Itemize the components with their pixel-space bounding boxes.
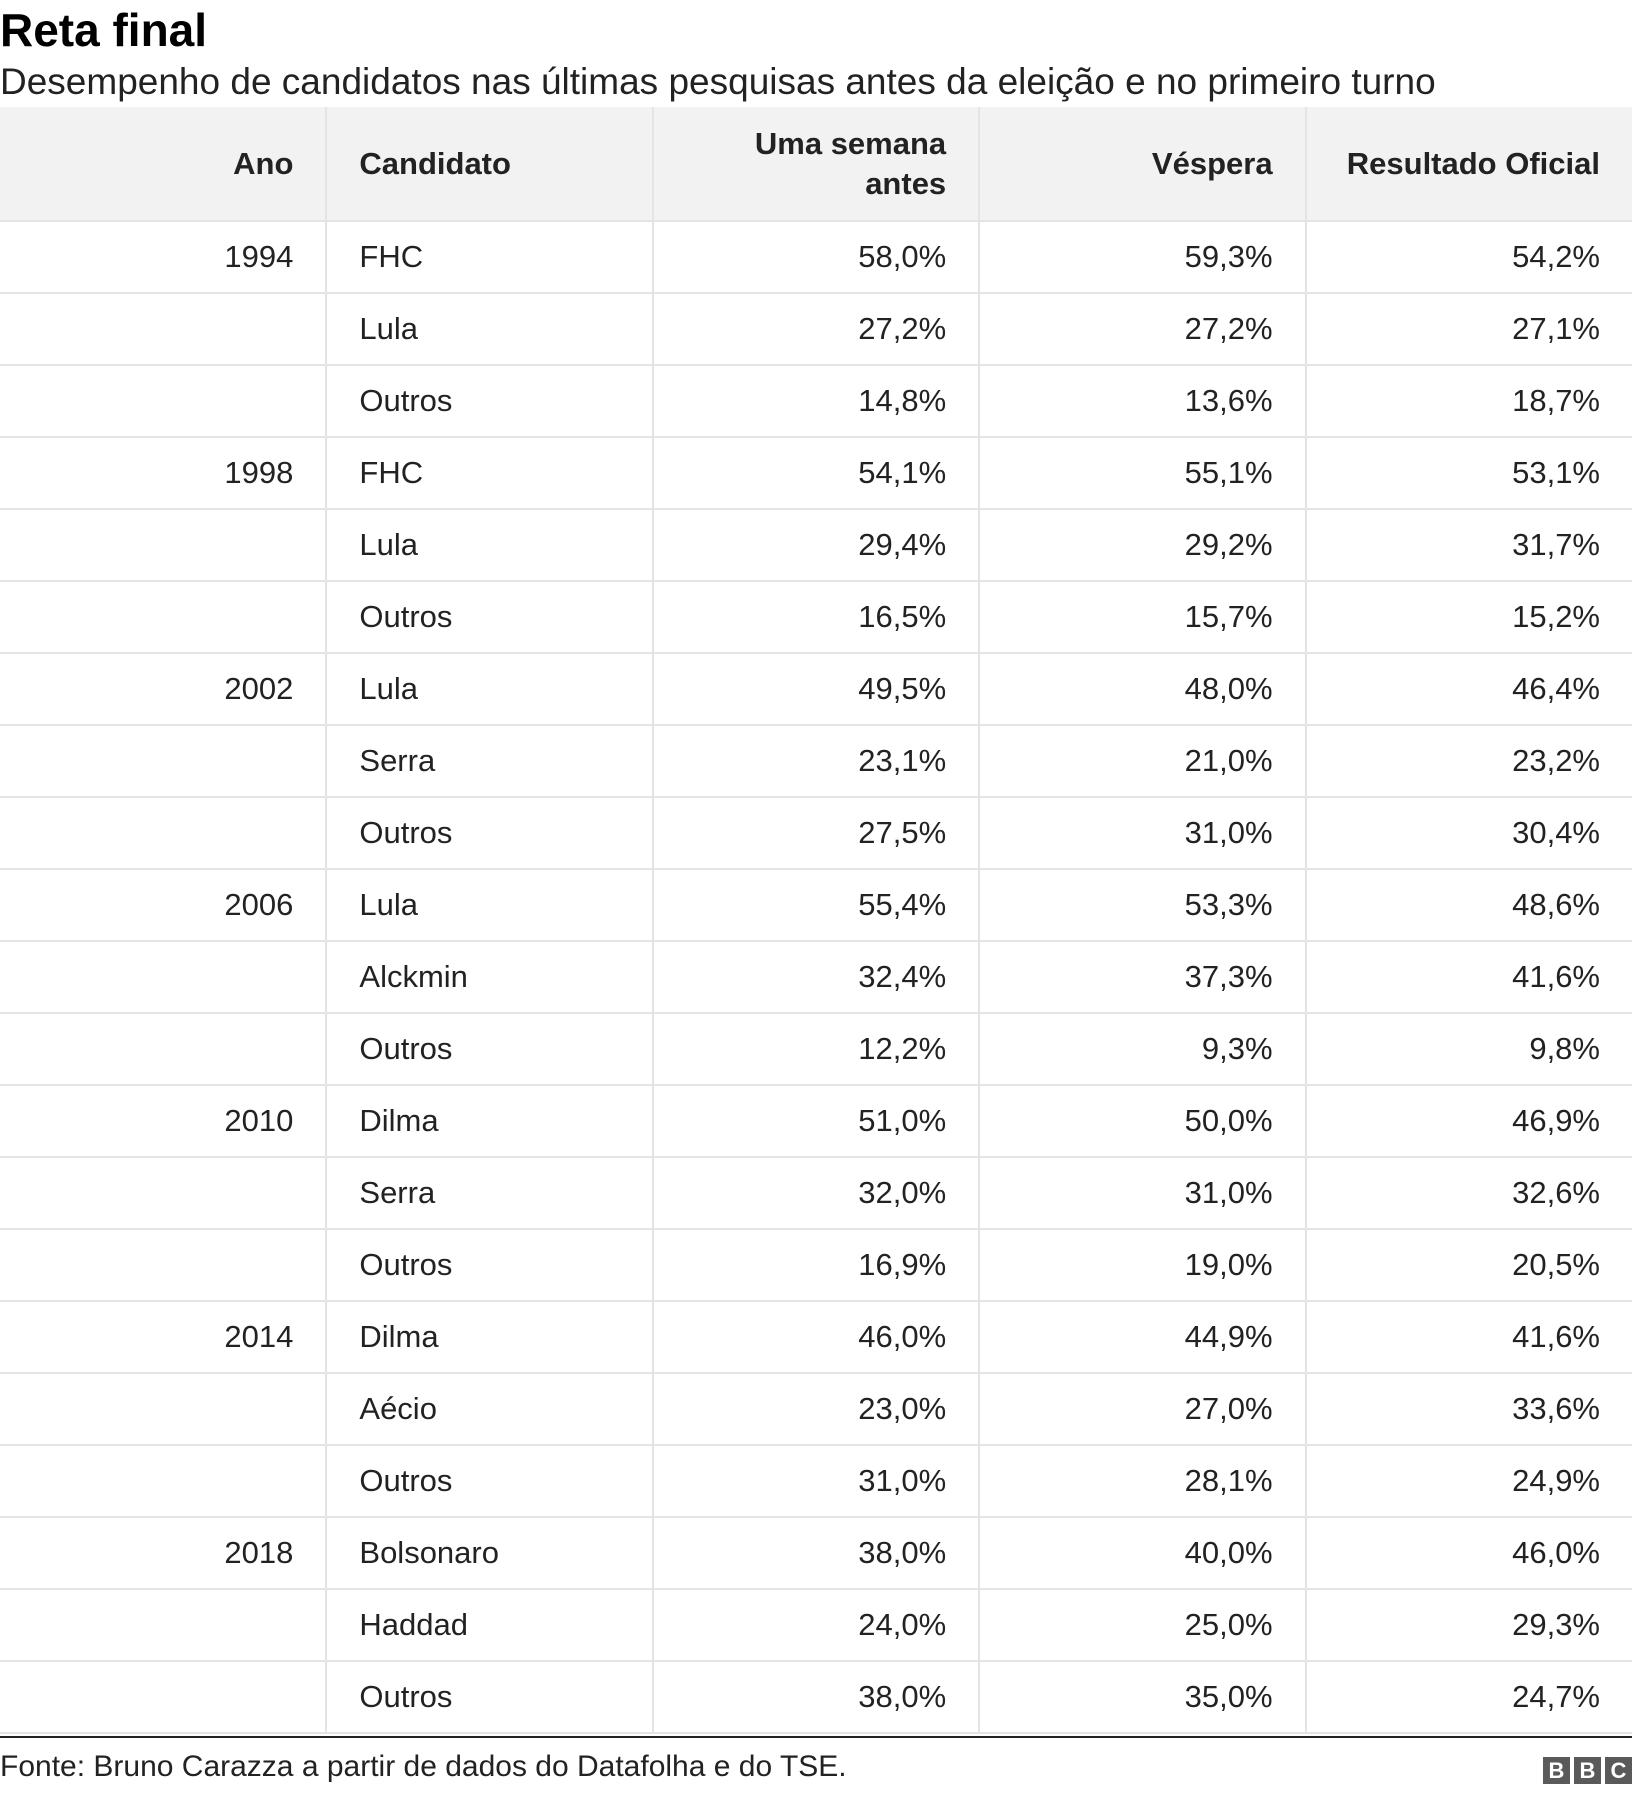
cell-vespera: 53,3%	[979, 869, 1305, 941]
cell-ano: 1998	[0, 437, 326, 509]
cell-resultado-oficial: 33,6%	[1306, 1373, 1632, 1445]
cell-candidato: Outros	[326, 1229, 652, 1301]
cell-uma-semana-antes: 27,2%	[653, 293, 979, 365]
results-table	[0, 107, 1632, 1734]
cell-vespera: 19,0%	[979, 1229, 1305, 1301]
cell-ano	[0, 1589, 326, 1661]
cell-resultado-oficial: 46,4%	[1306, 653, 1632, 725]
cell-uma-semana-antes: 46,0%	[653, 1301, 979, 1373]
cell-resultado-oficial: 31,7%	[1306, 509, 1632, 581]
footer-rule	[0, 1736, 1632, 1738]
cell-candidato: Alckmin	[326, 941, 652, 1013]
cell-resultado-oficial: 32,6%	[1306, 1157, 1632, 1229]
table-row	[0, 653, 1632, 725]
cell-ano	[0, 1373, 326, 1445]
cell-candidato: Lula	[326, 653, 652, 725]
table-row	[0, 1373, 1632, 1445]
cell-ano	[0, 725, 326, 797]
cell-vespera: 25,0%	[979, 1589, 1305, 1661]
cell-uma-semana-antes: 54,1%	[653, 437, 979, 509]
column-header-uma-semana-antes: Uma semana antes	[653, 107, 979, 221]
cell-uma-semana-antes: 23,1%	[653, 725, 979, 797]
table-row	[0, 509, 1632, 581]
source-note: Fonte: Bruno Carazza a partir de dados do Datafolha e do TSE.	[0, 1750, 847, 1783]
cell-vespera: 48,0%	[979, 653, 1305, 725]
cell-ano	[0, 797, 326, 869]
cell-candidato: Lula	[326, 293, 652, 365]
cell-candidato: Lula	[326, 869, 652, 941]
cell-vespera: 28,1%	[979, 1445, 1305, 1517]
cell-uma-semana-antes: 49,5%	[653, 653, 979, 725]
cell-vespera: 27,0%	[979, 1373, 1305, 1445]
cell-vespera: 21,0%	[979, 725, 1305, 797]
cell-resultado-oficial: 9,8%	[1306, 1013, 1632, 1085]
table-row	[0, 869, 1632, 941]
bbc-logo	[1543, 1757, 1632, 1784]
cell-resultado-oficial: 15,2%	[1306, 581, 1632, 653]
cell-resultado-oficial: 53,1%	[1306, 437, 1632, 509]
cell-uma-semana-antes: 31,0%	[653, 1445, 979, 1517]
cell-candidato: Outros	[326, 581, 652, 653]
cell-vespera: 15,7%	[979, 581, 1305, 653]
logo-letter: B	[1543, 1757, 1570, 1784]
cell-uma-semana-antes: 14,8%	[653, 365, 979, 437]
table-row	[0, 1013, 1632, 1085]
cell-vespera: 59,3%	[979, 221, 1305, 293]
cell-candidato: FHC	[326, 221, 652, 293]
table-row	[0, 1229, 1632, 1301]
table-row	[0, 1517, 1632, 1589]
table-row	[0, 1661, 1632, 1733]
table-row	[0, 941, 1632, 1013]
cell-uma-semana-antes: 58,0%	[653, 221, 979, 293]
cell-ano	[0, 509, 326, 581]
column-header-ano: Ano	[0, 107, 326, 221]
cell-resultado-oficial: 18,7%	[1306, 365, 1632, 437]
cell-resultado-oficial: 41,6%	[1306, 1301, 1632, 1373]
cell-ano	[0, 1157, 326, 1229]
cell-uma-semana-antes: 55,4%	[653, 869, 979, 941]
cell-candidato: Dilma	[326, 1301, 652, 1373]
cell-candidato: Dilma	[326, 1085, 652, 1157]
cell-vespera: 37,3%	[979, 941, 1305, 1013]
cell-ano	[0, 1229, 326, 1301]
cell-vespera: 35,0%	[979, 1661, 1305, 1733]
cell-vespera: 9,3%	[979, 1013, 1305, 1085]
cell-candidato: Outros	[326, 1013, 652, 1085]
cell-vespera: 40,0%	[979, 1517, 1305, 1589]
cell-uma-semana-antes: 38,0%	[653, 1661, 979, 1733]
cell-ano: 2006	[0, 869, 326, 941]
cell-resultado-oficial: 48,6%	[1306, 869, 1632, 941]
cell-uma-semana-antes: 12,2%	[653, 1013, 979, 1085]
chart-title: Reta final	[0, 4, 208, 56]
cell-candidato: Outros	[326, 1661, 652, 1733]
table-row	[0, 1589, 1632, 1661]
table-row	[0, 1445, 1632, 1517]
cell-uma-semana-antes: 29,4%	[653, 509, 979, 581]
cell-vespera: 31,0%	[979, 1157, 1305, 1229]
cell-vespera: 55,1%	[979, 437, 1305, 509]
cell-vespera: 29,2%	[979, 509, 1305, 581]
cell-candidato: Serra	[326, 725, 652, 797]
cell-vespera: 13,6%	[979, 365, 1305, 437]
cell-ano: 2014	[0, 1301, 326, 1373]
cell-uma-semana-antes: 23,0%	[653, 1373, 979, 1445]
cell-candidato: Serra	[326, 1157, 652, 1229]
cell-ano	[0, 365, 326, 437]
cell-candidato: Outros	[326, 365, 652, 437]
cell-ano: 2002	[0, 653, 326, 725]
cell-uma-semana-antes: 38,0%	[653, 1517, 979, 1589]
cell-ano	[0, 941, 326, 1013]
cell-resultado-oficial: 30,4%	[1306, 797, 1632, 869]
cell-ano: 1994	[0, 221, 326, 293]
cell-resultado-oficial: 29,3%	[1306, 1589, 1632, 1661]
cell-resultado-oficial: 20,5%	[1306, 1229, 1632, 1301]
cell-ano: 2010	[0, 1085, 326, 1157]
cell-vespera: 27,2%	[979, 293, 1305, 365]
cell-candidato: Lula	[326, 509, 652, 581]
cell-resultado-oficial: 41,6%	[1306, 941, 1632, 1013]
cell-resultado-oficial: 46,0%	[1306, 1517, 1632, 1589]
cell-resultado-oficial: 27,1%	[1306, 293, 1632, 365]
column-header-resultado-oficial: Resultado Oficial	[1306, 107, 1632, 221]
cell-uma-semana-antes: 32,4%	[653, 941, 979, 1013]
table-row	[0, 365, 1632, 437]
cell-vespera: 44,9%	[979, 1301, 1305, 1373]
cell-vespera: 50,0%	[979, 1085, 1305, 1157]
cell-resultado-oficial: 24,9%	[1306, 1445, 1632, 1517]
cell-uma-semana-antes: 32,0%	[653, 1157, 979, 1229]
cell-resultado-oficial: 23,2%	[1306, 725, 1632, 797]
table-row	[0, 1085, 1632, 1157]
cell-uma-semana-antes: 24,0%	[653, 1589, 979, 1661]
cell-ano	[0, 1445, 326, 1517]
cell-candidato: Haddad	[326, 1589, 652, 1661]
cell-candidato: FHC	[326, 437, 652, 509]
table-header-row	[0, 107, 1632, 221]
logo-letter: B	[1574, 1757, 1601, 1784]
table-row	[0, 437, 1632, 509]
cell-ano	[0, 1013, 326, 1085]
cell-resultado-oficial: 24,7%	[1306, 1661, 1632, 1733]
table-row	[0, 581, 1632, 653]
cell-uma-semana-antes: 16,5%	[653, 581, 979, 653]
cell-resultado-oficial: 46,9%	[1306, 1085, 1632, 1157]
cell-uma-semana-antes: 51,0%	[653, 1085, 979, 1157]
cell-candidato: Aécio	[326, 1373, 652, 1445]
cell-vespera: 31,0%	[979, 797, 1305, 869]
column-header-candidato: Candidato	[326, 107, 652, 221]
cell-ano: 2018	[0, 1517, 326, 1589]
cell-candidato: Bolsonaro	[326, 1517, 652, 1589]
table-body	[0, 221, 1632, 1733]
table-row	[0, 293, 1632, 365]
cell-uma-semana-antes: 27,5%	[653, 797, 979, 869]
table-row	[0, 1157, 1632, 1229]
cell-resultado-oficial: 54,2%	[1306, 221, 1632, 293]
logo-letter: C	[1605, 1757, 1632, 1784]
table-row	[0, 1301, 1632, 1373]
cell-candidato: Outros	[326, 1445, 652, 1517]
cell-ano	[0, 1661, 326, 1733]
table-row	[0, 221, 1632, 293]
cell-ano	[0, 293, 326, 365]
table-row	[0, 797, 1632, 869]
cell-ano	[0, 581, 326, 653]
cell-uma-semana-antes: 16,9%	[653, 1229, 979, 1301]
table-row	[0, 725, 1632, 797]
cell-candidato: Outros	[326, 797, 652, 869]
chart-subtitle: Desempenho de candidatos nas últimas pesquisas antes da eleição e no primeiro turno	[0, 61, 1436, 102]
column-header-vespera: Véspera	[979, 107, 1305, 221]
